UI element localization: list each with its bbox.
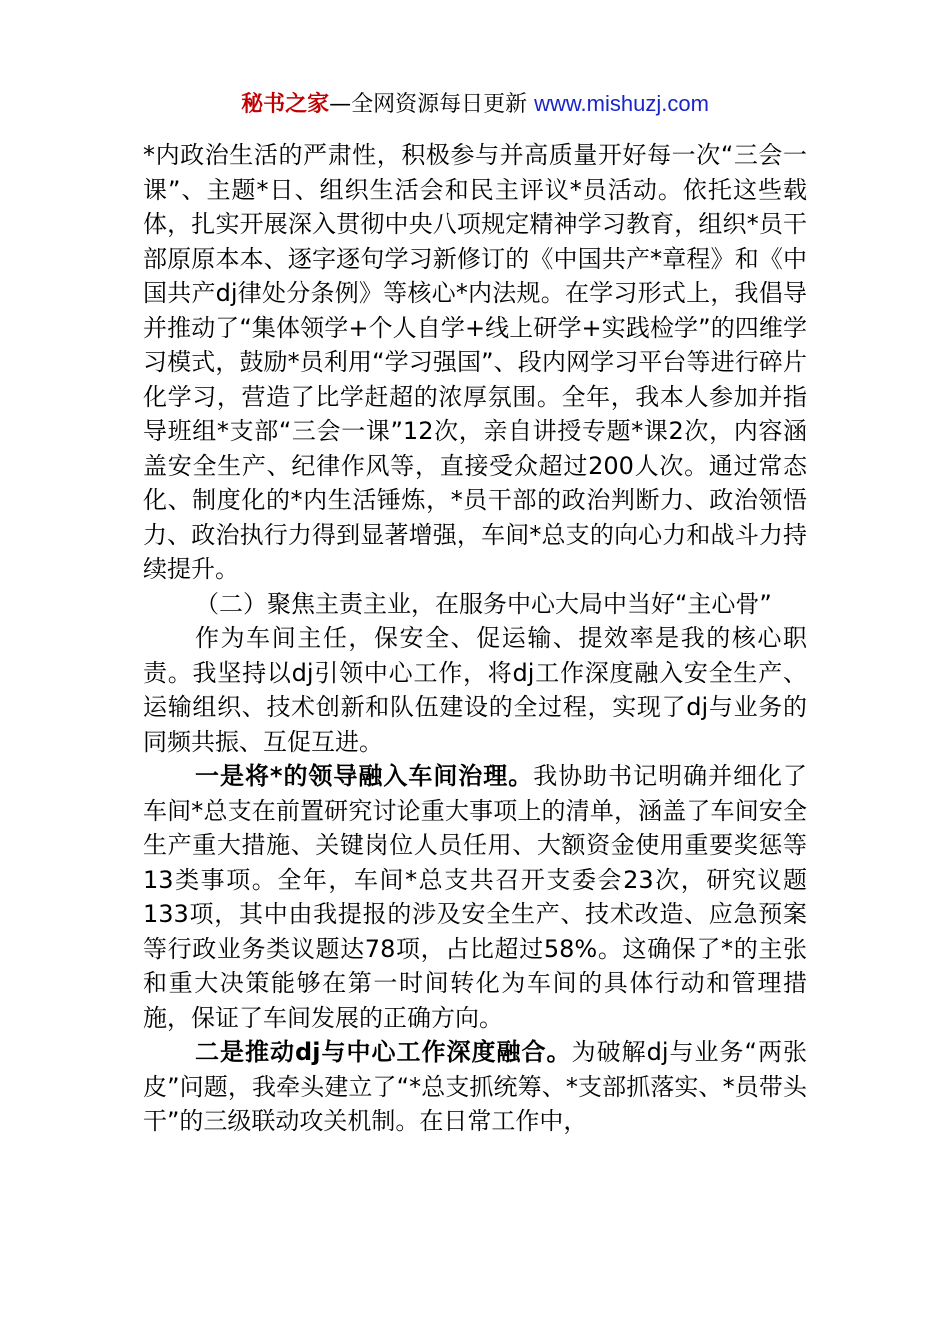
- paragraph-party-life: *内政治生活的严肃性，积极参与并高质量开好每一次“三会一课”、主题*日、组织生活会和民主评议*员活动。依托这些载体，扎实开展深入贯彻中央八项规定精神学习教育，组织*员干部原原本本、逐字逐句学习新修订的《中国共产*章程》和《中国共产dj律处分条例》等核心*内法规。在学习形式上，我倡导并推动了“集体领学+个人自学+线上研学+实践检学”的四维学习模式，鼓励*员利用“学习强国”、段内网学习平台等进行碎片化学习，营造了比学赶超的浓厚氛围。全年，我本人参加并指导班组*支部“三会一课”12次，亲自讲授专题*课2次，内容涵盖安全生产、纪律作风等，直接受众超过200人次。通过常态化、制度化的*内生活锤炼，*员干部的政治判断力、政治领悟力、政治执行力得到显著增强，车间*总支的向心力和战斗力持续提升。: [143, 141, 807, 583]
- paragraph-text-1: 我协助书记明确并细化了车间*总支在前置研究讨论重大事项上的清单，涵盖了车间安全生产重大措施、关键岗位人员任用、大额资金使用重要奖惩等13类事项。全年，车间*总支共召开支委会23次，研究议题133项，其中由我提报的涉及安全生产、技术改造、应急预案等行政业务类议题达78项，占比超过58%。这确保了*的主张和重大决策能够在第一时间转化为车间的具体行动和管理措施，保证了车间发展的正确方向。: [143, 762, 807, 1032]
- header-tagline: —全网资源每日更新: [329, 92, 528, 117]
- page-header: [0, 86, 950, 123]
- paragraph-lead-2: 二是推动dj与中心工作深度融合。: [195, 1038, 572, 1066]
- paragraph-integration: [143, 1035, 807, 1139]
- section-heading-2: （二）聚焦主责主业，在服务中心大局中当好“主心骨”: [195, 589, 772, 618]
- document-body: [143, 138, 807, 1139]
- paragraph-lead-1: 一是将*的领导融入车间治理。: [195, 762, 534, 790]
- paragraph-core-duty: 作为车间主任，保安全、促运输、提效率是我的核心职责。我坚持以dj引领中心工作，将dj工作深度融入安全生产、运输组织、技术创新和队伍建设的全过程，实现了dj与业务的同频共振、互促互进。: [143, 624, 807, 756]
- paragraph-governance: [143, 759, 807, 1035]
- paragraph-text-2: 为破解dj与业务“两张皮”问题，我牵头建立了“*总支抓统筹、*支部抓落实、*员带头干”的三级联动攻关机制。在日常工作中，: [143, 1038, 807, 1135]
- website-link[interactable]: www.mishuzj.com: [534, 91, 709, 116]
- brand-name: 秘书之家: [241, 92, 330, 117]
